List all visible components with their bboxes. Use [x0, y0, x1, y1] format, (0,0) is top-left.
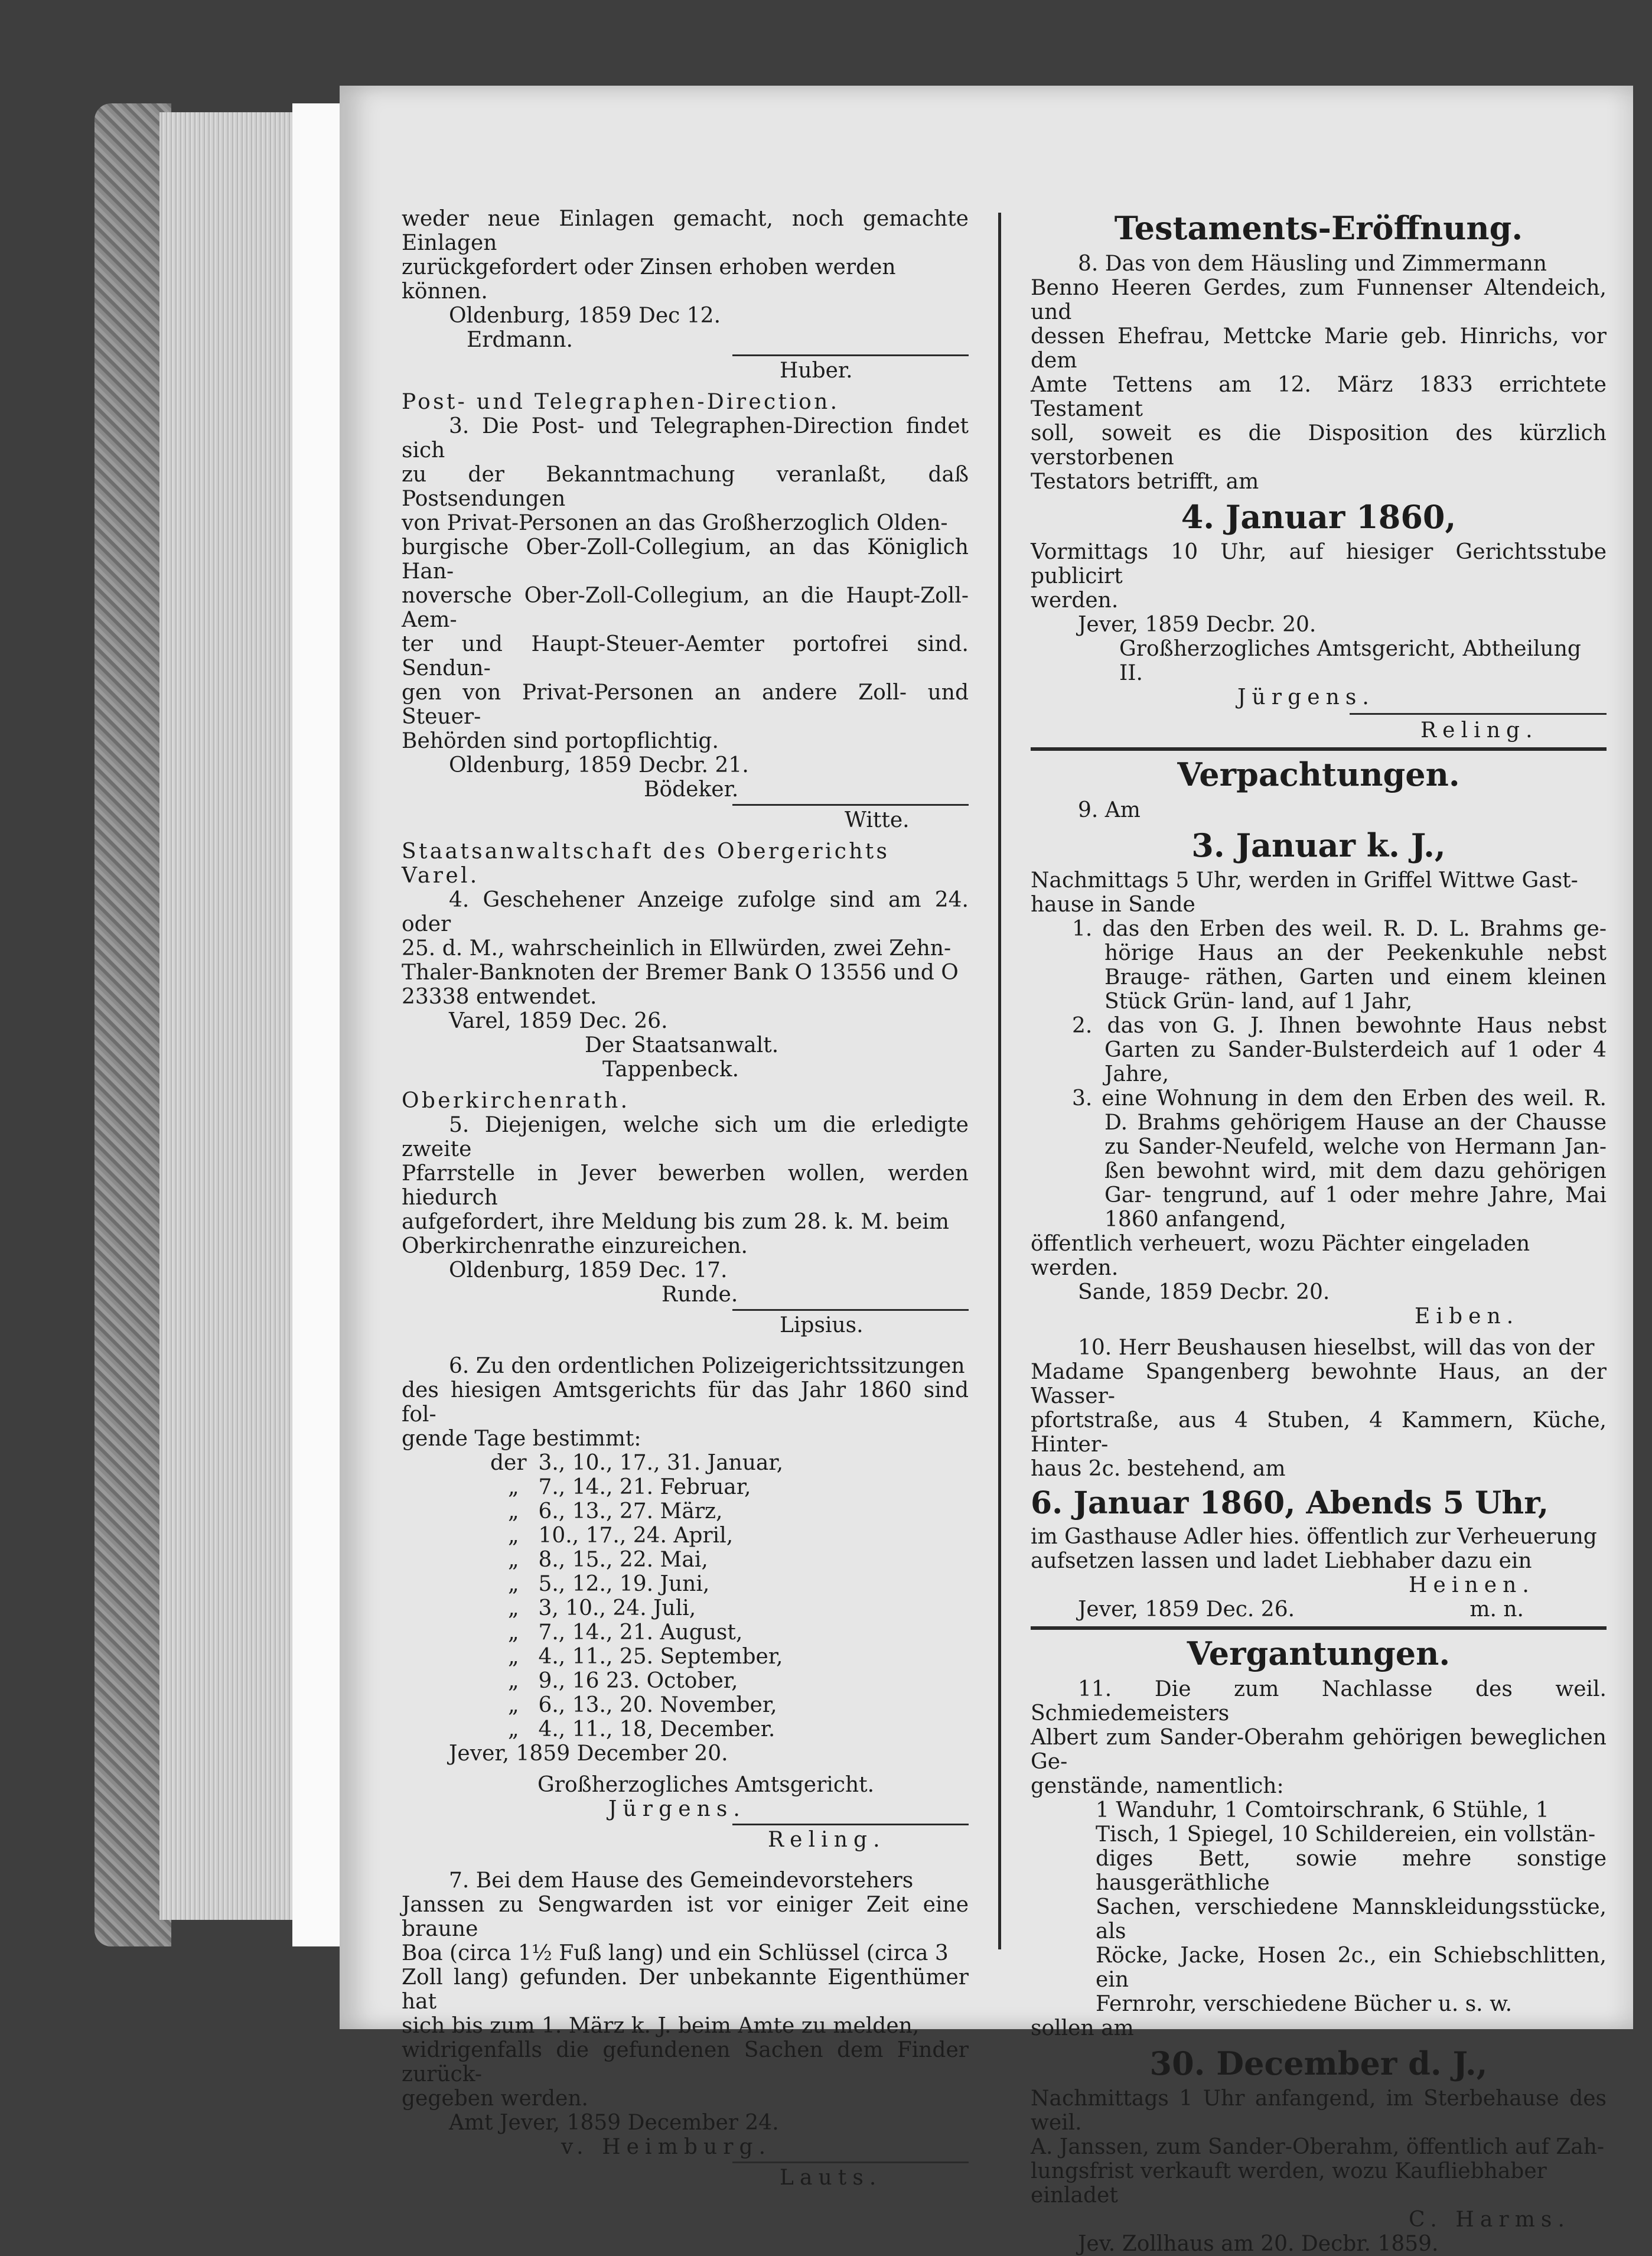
haus-date: Jever, 1859 Dec. 26. [1078, 1597, 1295, 1622]
polizei-court: Großherzogliches Amtsgericht. [537, 1773, 875, 1797]
vergant-line: lungsfrist verkauft werden, wozu Kaufliebhaber einladet [1031, 2159, 1547, 2208]
testament-line: Testators betrifft, am [1031, 470, 1259, 494]
signature-rule [732, 1309, 969, 1311]
vergant-line: Nachmittags 1 Uhr anfangend, im Sterbehause des weil. [1031, 2086, 1607, 2135]
intro-signature: Huber. [780, 359, 853, 383]
polizei-line: 6. Zu den ordentlichen Polizeigerichtssitzungen [449, 1354, 965, 1378]
boa-line: Zoll lang) gefunden. Der unbekannte Eigenthümer hat [402, 1965, 969, 2014]
testament-court: Großherzogliches Amtsgericht, Abtheilung II. [1119, 637, 1581, 685]
polizei-dates [402, 1451, 969, 1741]
page-edges [159, 112, 295, 1920]
date-row: „ 10., 17., 24. April, [508, 1523, 734, 1548]
polizei-signature: Jürgens. [608, 1797, 746, 1821]
signature-rule [732, 1824, 969, 1825]
polizei-date: Jever, 1859 December 20. [449, 1741, 728, 1766]
post-line: von Privat-Personen an das Großherzoglich Olden- [402, 511, 948, 535]
signature-rule [732, 354, 969, 356]
kirche-line: Oberkirchenrathe einzureichen. [402, 1234, 748, 1258]
testament-line: Amte Tettens am 12. März 1833 errichtete Testament [1031, 373, 1607, 421]
boa-line: 7. Bei dem Hause des Gemeindevorstehers [449, 1868, 914, 1893]
post-line: ter und Haupt-Steuer-Aemter portofrei sind. Sendun- [402, 632, 969, 681]
testament-signature: Jürgens. [1237, 685, 1375, 709]
verpacht-date: Sande, 1859 Decbr. 20. [1078, 1280, 1330, 1304]
testament-date: Jever, 1859 Decbr. 20. [1078, 613, 1317, 637]
vergant-item-line: Fernrohr, verschiedene Bücher u. s. w. [1096, 1992, 1513, 2016]
date-row: „ 9., 16 23. October, [508, 1669, 738, 1693]
testament-heading: Testaments-Eröffnung. [1114, 209, 1523, 247]
polizei-line: des hiesigen Amtsgerichts für das Jahr 1860 sind fol- [402, 1378, 969, 1427]
staat-line: Thaler-Banknoten der Bremer Bank O 13556 und O [402, 961, 959, 985]
kirche-heading: Oberkirchenrath. [402, 1089, 630, 1113]
intro-line: zurückgefordert oder Zinsen erhoben werden können. [402, 255, 896, 304]
staat-signature: Tappenbeck. [602, 1057, 739, 1082]
vergant-item-line: Sachen, verschiedene Mannskleidungsstücke, als [1096, 1895, 1607, 1944]
vergant-date-large: 30. December d. J., [1149, 2045, 1488, 2082]
haus-date-large: 6. Januar 1860, Abends 5 Uhr, [1031, 1485, 1549, 1521]
testament-line: soll, soweit es die Disposition des kürzlich verstorbenen [1031, 421, 1607, 470]
staat-heading: Staatsanwaltschaft des Obergerichts Varel. [402, 839, 890, 888]
kirche-date: Oldenburg, 1859 Dec. 17. [449, 1258, 728, 1282]
post-signature: Witte. [845, 808, 910, 832]
post-line: gen von Privat-Personen an andere Zoll- und Steuer- [402, 681, 969, 729]
vergant-sollen: sollen am [1031, 2016, 1134, 2040]
list-item: 3. eine Wohnung in dem den Erben des weil. R. D. Brahms gehörigem Hause an der Chausse zu Sander-Neufeld, welche von Hermann Jan- ßen bewohnt wird, mit dem dazu gehörigen Gar- tengrund, auf 1 oder mehre Jahre, Mai 1860 anfangend, [1072, 1086, 1607, 1232]
column-divider [998, 213, 1001, 1949]
boa-line: widrigenfalls die gefundenen Sachen dem Finder zurück- [402, 2038, 969, 2086]
post-signature: Bödeker. [644, 777, 739, 802]
verpacht-heading: Verpachtungen. [1177, 756, 1460, 793]
haus-signature: Heinen. [1409, 1573, 1535, 1597]
boa-line: gegeben werden. [402, 2086, 588, 2111]
staat-date: Varel, 1859 Dec. 26. [449, 1009, 668, 1033]
vergant-date: Jev. Zollhaus am 20. Decbr. 1859. [1078, 2232, 1439, 2256]
vergant-line: A. Janssen, zum Sander-Oberahm, öffentlich auf Zah- [1031, 2135, 1605, 2159]
date-row: „ 3, 10., 24. Juli, [508, 1596, 696, 1620]
verpacht-closing: öffentlich verheuert, wozu Pächter eingeladen werden. [1031, 1232, 1530, 1280]
testament-line: Vormittags 10 Uhr, auf hiesiger Gerichtsstube publicirt [1031, 540, 1607, 588]
intro-line: weder neue Einlagen gemacht, noch gemachte Einlagen [402, 207, 969, 255]
staat-line: 23338 entwendet. [402, 985, 597, 1009]
vergant-line: Albert zum Sander-Oberahm gehörigen beweglichen Ge- [1031, 1726, 1607, 1774]
signature-rule [1350, 713, 1607, 715]
haus-line: im Gasthause Adler hies. öffentlich zur Verheuerung [1031, 1525, 1597, 1549]
vergant-item-line: Röcke, Jacke, Hosen 2c., ein Schiebschlitten, ein [1096, 1944, 1607, 1992]
haus-line: pfortstraße, aus 4 Stuben, 4 Kammern, Küche, Hinter- [1031, 1408, 1607, 1457]
boa-signature: Lauts. [780, 2166, 882, 2190]
staat-line: 4. Geschehener Anzeige zufolge sind am 24. oder [402, 888, 969, 936]
vergant-line: 11. Die zum Nachlasse des weil. Schmiedemeisters [1031, 1677, 1607, 1726]
boa-date: Amt Jever, 1859 December 24. [449, 2111, 779, 2135]
post-line: burgische Ober-Zoll-Collegium, an das Königlich Han- [402, 535, 969, 584]
date-row: „ 5., 12., 19. Juni, [508, 1572, 710, 1596]
kirche-line: Pfarrstelle in Jever bewerben wollen, werden hiedurch [402, 1161, 969, 1210]
inserted-sheet-edge [292, 103, 346, 1946]
staat-signature: Der Staatsanwalt. [585, 1033, 779, 1057]
verpacht-line: Nachmittags 5 Uhr, werden in Griffel Wittwe Gast- [1031, 868, 1578, 893]
testament-line: werden. [1031, 588, 1119, 613]
right-column [1031, 207, 1607, 2256]
haus-footer [1031, 1597, 1607, 1622]
verpacht-list [1072, 917, 1607, 1232]
post-line: 3. Die Post- und Telegraphen-Direction findet sich [402, 414, 969, 463]
testament-date-large: 4. Januar 1860, [1181, 498, 1457, 536]
vergant-heading: Vergantungen. [1187, 1635, 1451, 1672]
kirche-line: 5. Diejenigen, welche sich um die erledigte zweite [402, 1113, 969, 1161]
haus-line: aufsetzen lassen und ladet Liebhaber dazu ein [1031, 1549, 1532, 1573]
section-rule [1031, 747, 1607, 751]
post-line: Behörden sind portopflichtig. [402, 729, 719, 753]
vergant-item-line: 1 Wanduhr, 1 Comtoirschrank, 6 Stühle, 1 [1096, 1798, 1549, 1822]
date-row: „ 6., 13., 27. März, [508, 1499, 723, 1523]
kirche-signature: Runde. [662, 1282, 738, 1307]
date-row: „ 4., 11., 18, December. [508, 1717, 776, 1741]
testament-line: 8. Das von dem Häusling und Zimmermann [1078, 252, 1547, 276]
signature-rule [732, 804, 969, 806]
polizei-line: gende Tage bestimmt: [402, 1427, 641, 1451]
date-row: „ 6., 13., 20. November, [508, 1693, 777, 1717]
date-row: „ 8., 15., 22. Mai, [508, 1548, 708, 1572]
date-row: „ 4., 11., 25. September, [508, 1645, 783, 1669]
vergant-signature: C. Harms. [1409, 2208, 1570, 2232]
boa-signature: v. Heimburg. [561, 2135, 772, 2159]
haus-mn: m. n. [1469, 1597, 1524, 1622]
post-date: Oldenburg, 1859 Decbr. 21. [449, 753, 749, 777]
verpacht-date-large: 3. Januar k. J., [1191, 826, 1446, 864]
boa-line: Janssen zu Sengwarden ist vor einiger Zeit eine braune [402, 1893, 969, 1941]
signature-rule [732, 2161, 969, 2163]
vergant-list [1031, 1798, 1607, 2016]
date-row: „ 7., 14., 21. August, [508, 1620, 743, 1645]
testament-line: Benno Heeren Gerdes, zum Funnenser Altendeich, und [1031, 276, 1607, 324]
post-line: zu der Bekanntmachung veranlaßt, daß Postsendungen [402, 463, 969, 511]
haus-line: 10. Herr Beushausen hieselbst, will das von der [1078, 1336, 1595, 1360]
date-row: der 3., 10., 17., 31. Januar, [490, 1451, 784, 1475]
polizei-signature: Reling. [768, 1828, 886, 1852]
date-row: „ 7., 14., 21. Februar, [508, 1475, 751, 1499]
section-rule [1031, 1626, 1607, 1630]
vergant-item-line: Tisch, 1 Spiegel, 10 Schildereien, ein vollstän- [1096, 1822, 1596, 1847]
list-item: 1. das den Erben des weil. R. D. L. Brahms ge- hörige Haus an der Peekenkuhle nebst Brauge- räthen, Garten und einem kleinen Stück Grün- land, auf 1 Jahr, [1072, 917, 1607, 1014]
staat-line: 25. d. M., wahrscheinlich in Ellwürden, zwei Zehn- [402, 936, 952, 961]
verpacht-line: hause in Sande [1031, 893, 1195, 917]
intro-date: Oldenburg, 1859 Dec 12. [449, 304, 721, 328]
haus-line: Madame Spangenberg bewohnte Haus, an der Wasser- [1031, 1360, 1607, 1408]
post-line: noversche Ober-Zoll-Collegium, an die Haupt-Zoll-Aem- [402, 584, 969, 632]
testament-line: dessen Ehefrau, Mettcke Marie geb. Hinrichs, vor dem [1031, 324, 1607, 373]
intro-signature: Erdmann. [467, 328, 573, 352]
post-heading: Post- und Telegraphen-Direction. [402, 390, 840, 414]
boa-line: sich bis zum 1. März k. J. beim Amte zu melden, [402, 2014, 920, 2038]
verpacht-signature: Eiben. [1415, 1304, 1520, 1329]
verpacht-am: 9. Am [1078, 798, 1141, 822]
vergant-line: genstände, namentlich: [1031, 1774, 1284, 1798]
vergant-item-line: diges Bett, sowie mehre sonstige hausgeräthliche [1096, 1847, 1607, 1895]
kirche-line: aufgefordert, ihre Meldung bis zum 28. k. M. beim [402, 1210, 950, 1234]
list-item: 2. das von G. J. Ihnen bewohnte Haus nebst Garten zu Sander-Bulsterdeich auf 1 oder 4 Jahre, [1072, 1014, 1607, 1086]
haus-line: haus 2c. bestehend, am [1031, 1457, 1286, 1481]
boa-line: Boa (circa 1½ Fuß lang) und ein Schlüssel (circa 3 [402, 1941, 949, 1965]
kirche-signature: Lipsius. [780, 1313, 864, 1337]
testament-signature: Reling. [1420, 718, 1539, 743]
left-column [402, 207, 969, 2190]
